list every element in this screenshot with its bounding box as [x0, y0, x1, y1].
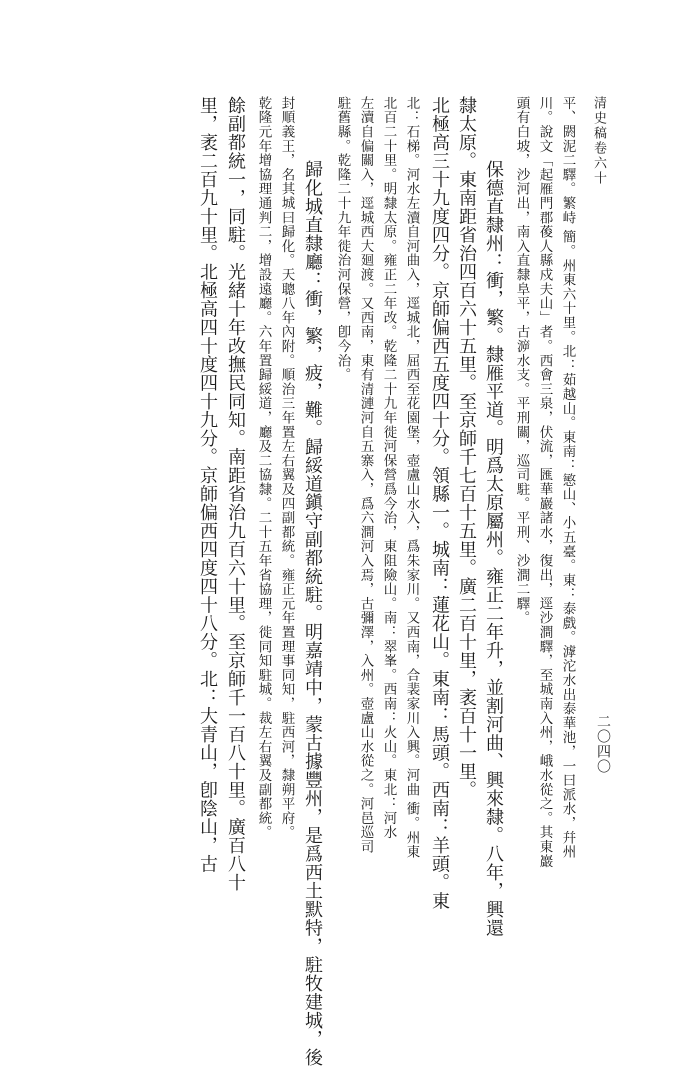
running-header: 清史稿卷六十	[591, 96, 606, 186]
text-column-15: 里，袤二百九十里。北極高四十度四十九分。京師偏西四度四十八分。北：大青山，卽陰山，古	[197, 96, 218, 873]
text-column-1: 平、閼泥二驛。繁峙 簡。州東六十里。北：茹越山。東南：慜山、小五臺。東：泰戲。滹沱水出泰華池，一曰派水，幷州	[559, 96, 576, 859]
text-column-14: 餘副都統一，同駐。光緒十年改撫民同知。南距省治九百六十里。至京師千一百八十里。廣百八十	[225, 96, 246, 892]
text-column-8: 北百二十里。明隸太原。雍正二年改。乾隆二十九年徙河保營爲今治，東阻險山。南：翠峯。西南：火山。東北：河水	[380, 96, 397, 840]
text-column-4-entry-baode: 保德直隸州：衝，繁。隸雁平道。明爲太原屬州。雍正二年升，並割河曲、興來隸。八年，興還	[483, 160, 504, 937]
text-column-7: 北：石梯。河水左瀆自河曲入，逕城北，屈西至花園堡，壺盧山水入，爲朱家川。又西南，合裴家川入興。河曲 衝。州東	[403, 96, 420, 859]
text-column-3: 頭有白坡，沙河出，南入直隸阜平，古㴑水支。平刑關，巡司駐。平刑、沙澗二驛。	[513, 96, 530, 626]
text-column-5: 隸太原。東南距省治四百六十五里。至京師千七百十五里。廣二百十里，袤百十一里。	[456, 96, 477, 799]
text-column-6: 北極高三十九度四分。京師偏西五度四十分。領縣一。城南：蓮花山。東南：馬頭。西南：羊頭。東	[429, 96, 450, 910]
text-column-12: 封順義王，名其城曰歸化。天聰八年內附。順治三年置左右翼及四副都統。雍正元年置理事同知，駐西河，隸朔平府。	[278, 96, 295, 840]
text-column-13: 乾隆元年增協理通判二，增設遠廳。六年置歸綏道，廳及二協隸。二十五年省協理，徙同知駐城。裁左右翼及副都統。	[255, 96, 272, 840]
text-column-9: 左瀆自偏關入，逕城西大廻渡。又西南，東有清漣河自五寨入，爲六澗河入焉，古彌澤，入州。壺盧山水從之。河邑巡司	[357, 96, 374, 854]
text-column-2: 川。說文「起雁門郡葰人縣戍夫山」者。西會三泉，伏流，匯華巖諸水，復出，逕沙澗驛，至城南入州，峨水從之。其東巖	[536, 96, 553, 869]
text-column-11-entry-guihua: 歸化城直隸廳：衝，繁，疲，難。歸綏道鎭守副都統駐。明嘉靖中，蒙古據豐州，是爲西土默特，駐牧建城，後	[302, 160, 323, 1067]
page-number: 二〇四〇	[595, 714, 611, 774]
text-column-10: 駐舊縣。乾隆二十九年徙治河保營，卽今治。	[334, 96, 351, 382]
